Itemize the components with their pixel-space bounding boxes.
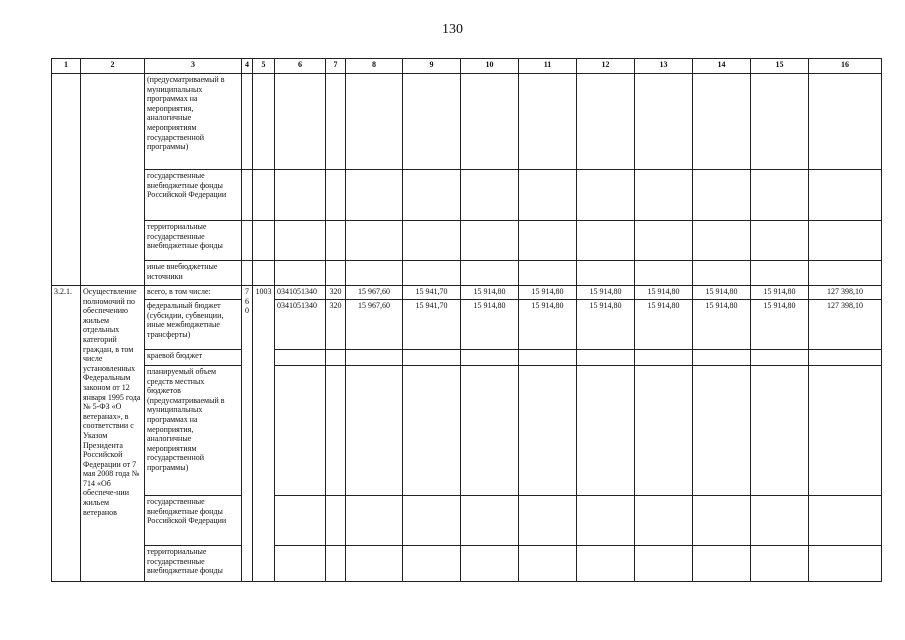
col-header: 12 [577, 59, 635, 74]
source-label: (предусматриваемый в муниципальных программах на мероприятия, аналогичные мероприятиям государственной программы) [145, 74, 242, 170]
cell-value: 15 941,70 [403, 300, 461, 350]
col-header: 3 [145, 59, 242, 74]
cell-value: 15 914,80 [461, 300, 519, 350]
cell-total: 127 398,10 [809, 300, 882, 350]
col-header: 1 [52, 59, 81, 74]
col-header: 11 [519, 59, 577, 74]
table-row [52, 221, 882, 261]
col-header: 15 [751, 59, 809, 74]
cell-value: 15 914,80 [693, 286, 751, 300]
cell-expense-type: 320 [326, 286, 346, 300]
table-row [52, 74, 882, 170]
col-header: 16 [809, 59, 882, 74]
page-number: 130 [442, 22, 463, 37]
col-header: 13 [635, 59, 693, 74]
table-row [52, 496, 882, 546]
cell-target-code: 0341051340 [275, 300, 326, 350]
source-label: планируемый объем средств местных бюджетов (предусматриваемый в муниципальных программах на мероприятия, аналогичные мероприятиям государственной программы) [145, 366, 242, 496]
cell-value: 15 914,80 [635, 300, 693, 350]
table-row [52, 546, 882, 582]
col-header: 6 [275, 59, 326, 74]
source-label: территориальные государственные внебюджетные фонды [145, 221, 242, 261]
table-row [52, 286, 882, 300]
cell-value: 15 914,80 [751, 286, 809, 300]
cell-empty [52, 74, 81, 286]
cell-value: 15 914,80 [519, 300, 577, 350]
source-label: территориальные государственные внебюджетные фонды [145, 546, 242, 582]
program-financing-table [51, 58, 882, 582]
cell-value: 15 914,80 [461, 286, 519, 300]
source-label: государственные внебюджетные фонды Российской Федерации [145, 496, 242, 546]
col-header: 10 [461, 59, 519, 74]
cell-section: 1003 [253, 286, 275, 582]
cell-value: 15 914,80 [577, 286, 635, 300]
source-label: иные внебюджетные источники [145, 261, 242, 286]
cell-total: 127 398,10 [809, 286, 882, 300]
source-label: краевой бюджет [145, 350, 242, 366]
item-name: Осуществление полномочий по обеспечению жильем отдельных категорий граждан, в том числе установленных Федеральным законом от 12 января 1995 года № 5-ФЗ «О ветеранах», в соответствии с Указом Президента Российской Федерации от 7 мая 2008 года № 714 «Об обеспече-нии жильем ветеранов [81, 286, 145, 582]
col-header: 5 [253, 59, 275, 74]
header-row [52, 59, 882, 74]
table-row [52, 350, 882, 366]
cell-value: 15 914,80 [635, 286, 693, 300]
cell-value: 15 914,80 [751, 300, 809, 350]
table-row [52, 261, 882, 286]
col-header: 7 [326, 59, 346, 74]
cell-target-code: 0341051340 [275, 286, 326, 300]
source-label: всего, в том числе: [145, 286, 242, 300]
col-header: 4 [242, 59, 253, 74]
cell-expense-type: 320 [326, 300, 346, 350]
table-row [52, 170, 882, 221]
cell-value: 15 914,80 [693, 300, 751, 350]
item-number: 3.2.1. [52, 286, 81, 582]
cell-grbs: 760 [242, 286, 253, 582]
col-header: 8 [346, 59, 403, 74]
col-header: 9 [403, 59, 461, 74]
cell-value: 15 914,80 [519, 286, 577, 300]
cell-empty [81, 74, 145, 286]
cell-value: 15 967,60 [346, 286, 403, 300]
col-header: 2 [81, 59, 145, 74]
source-label: федеральный бюджет (субсидии, субвенции, иные межбюджетные трансферты) [145, 300, 242, 350]
col-header: 14 [693, 59, 751, 74]
cell-value: 15 914,80 [577, 300, 635, 350]
table-row [52, 366, 882, 496]
cell-value: 15 941,70 [403, 286, 461, 300]
cell-value: 15 967,60 [346, 300, 403, 350]
table-row [52, 300, 882, 350]
source-label: государственные внебюджетные фонды Российской Федерации [145, 170, 242, 221]
